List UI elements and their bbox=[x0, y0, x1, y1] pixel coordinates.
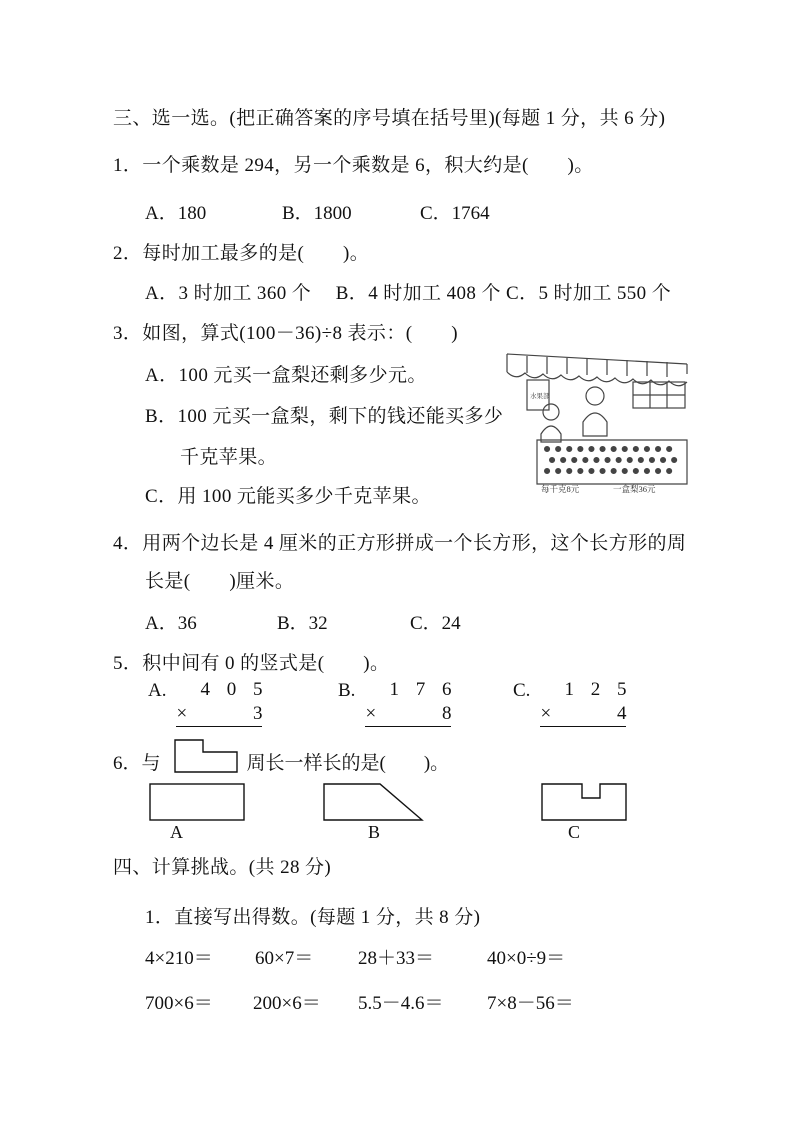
question-1-option-b: B．1800 bbox=[282, 203, 352, 224]
price-sign-left: 每千克8元 bbox=[541, 484, 580, 494]
question-1-text: 1．一个乘数是 294，另一个乘数是 6，积大约是( )。 bbox=[113, 155, 594, 176]
question-6-text bbox=[113, 738, 449, 775]
vform-c-sign: × bbox=[540, 703, 552, 724]
calc-item-1: 4×210＝ bbox=[145, 948, 213, 969]
section4-heading: 四、计算挑战。(共 28 分) bbox=[113, 857, 332, 878]
question-6-reference-shape bbox=[167, 738, 241, 774]
question-2-options: A．3 时加工 360 个 B．4 时加工 408 个 C．5 时加工 550 个 bbox=[145, 283, 672, 304]
calc-item-5: 700×6＝ bbox=[145, 993, 213, 1014]
section4-sub1: 1．直接写出得数。(每题 1 分，共 8 分) bbox=[145, 907, 481, 928]
calc-item-3: 28＋33＝ bbox=[358, 948, 435, 969]
vertical-multiplication-a bbox=[148, 679, 269, 727]
section3-heading: 三、选一选。(把正确答案的序号填在括号里)(每题 1 分，共 6 分) bbox=[113, 108, 666, 129]
question-6-suffix: 周长一样长的是( )。 bbox=[246, 753, 450, 774]
question-3-text: 3．如图，算式(100－36)÷8 表示：( ) bbox=[113, 323, 458, 344]
question-4-option-c: C．24 bbox=[410, 613, 461, 634]
question-3-option-a: A．100 元买一盒梨还剩多少元。 bbox=[145, 365, 427, 386]
vform-b-multiplier: 8 bbox=[441, 703, 452, 724]
question-3-option-b-line1: B．100 元买一盒梨，剩下的钱还能买多少 bbox=[145, 406, 504, 427]
question-3-option-c: C．用 100 元能买多少千克苹果。 bbox=[145, 486, 431, 507]
vform-b-top-number: 1 7 6 bbox=[389, 679, 458, 700]
question-3-option-b-line2: 千克苹果。 bbox=[180, 447, 278, 468]
shape-label-c: C bbox=[568, 822, 581, 842]
calc-item-4: 40×0÷9＝ bbox=[487, 948, 566, 969]
vform-b-sign: × bbox=[365, 703, 377, 724]
vform-a-label: A. bbox=[148, 680, 167, 701]
vform-c-multiplier: 4 bbox=[616, 703, 627, 724]
vform-a-sign: × bbox=[176, 703, 188, 724]
shape-label-b: B bbox=[368, 822, 381, 842]
calc-item-8: 7×8－56＝ bbox=[487, 993, 574, 1014]
vertical-multiplication-c bbox=[513, 679, 633, 727]
question-2-text: 2．每时加工最多的是( )。 bbox=[113, 243, 370, 264]
vform-c-top-number: 1 2 5 bbox=[564, 679, 633, 700]
shape-option-c-notched-rectangle bbox=[540, 782, 630, 824]
vform-b-label: B. bbox=[338, 680, 356, 701]
vertical-multiplication-b bbox=[338, 679, 458, 727]
question-1-option-a: A．180 bbox=[145, 203, 207, 224]
shape-option-a-rectangle bbox=[148, 782, 248, 824]
shape-label-a: A bbox=[170, 822, 183, 842]
vform-a-multiplier: 3 bbox=[252, 703, 263, 724]
question-4-option-a: A．36 bbox=[145, 613, 197, 634]
question-4-line2: 长是( )厘米。 bbox=[145, 571, 295, 592]
vform-c-label: C. bbox=[513, 680, 531, 701]
question-6-prefix: 6．与 bbox=[113, 753, 161, 774]
price-sign-right: 一盒梨36元 bbox=[613, 484, 656, 494]
question-4-option-b: B．32 bbox=[277, 613, 328, 634]
calc-item-7: 5.5－4.6＝ bbox=[358, 993, 444, 1014]
calc-item-6: 200×6＝ bbox=[253, 993, 321, 1014]
question-5-text: 5．积中间有 0 的竖式是( )。 bbox=[113, 653, 390, 674]
vform-a-top-number: 4 0 5 bbox=[200, 679, 269, 700]
shape-option-b-trapezoid bbox=[322, 782, 426, 824]
fruit-shop-illustration bbox=[503, 348, 691, 494]
question-1-option-c: C．1764 bbox=[420, 203, 490, 224]
calc-item-2: 60×7＝ bbox=[255, 948, 314, 969]
shop-sign-text: 水果部 bbox=[530, 393, 550, 400]
question-4-line1: 4．用两个边长是 4 厘米的正方形拼成一个长方形，这个长方形的周 bbox=[113, 533, 687, 554]
